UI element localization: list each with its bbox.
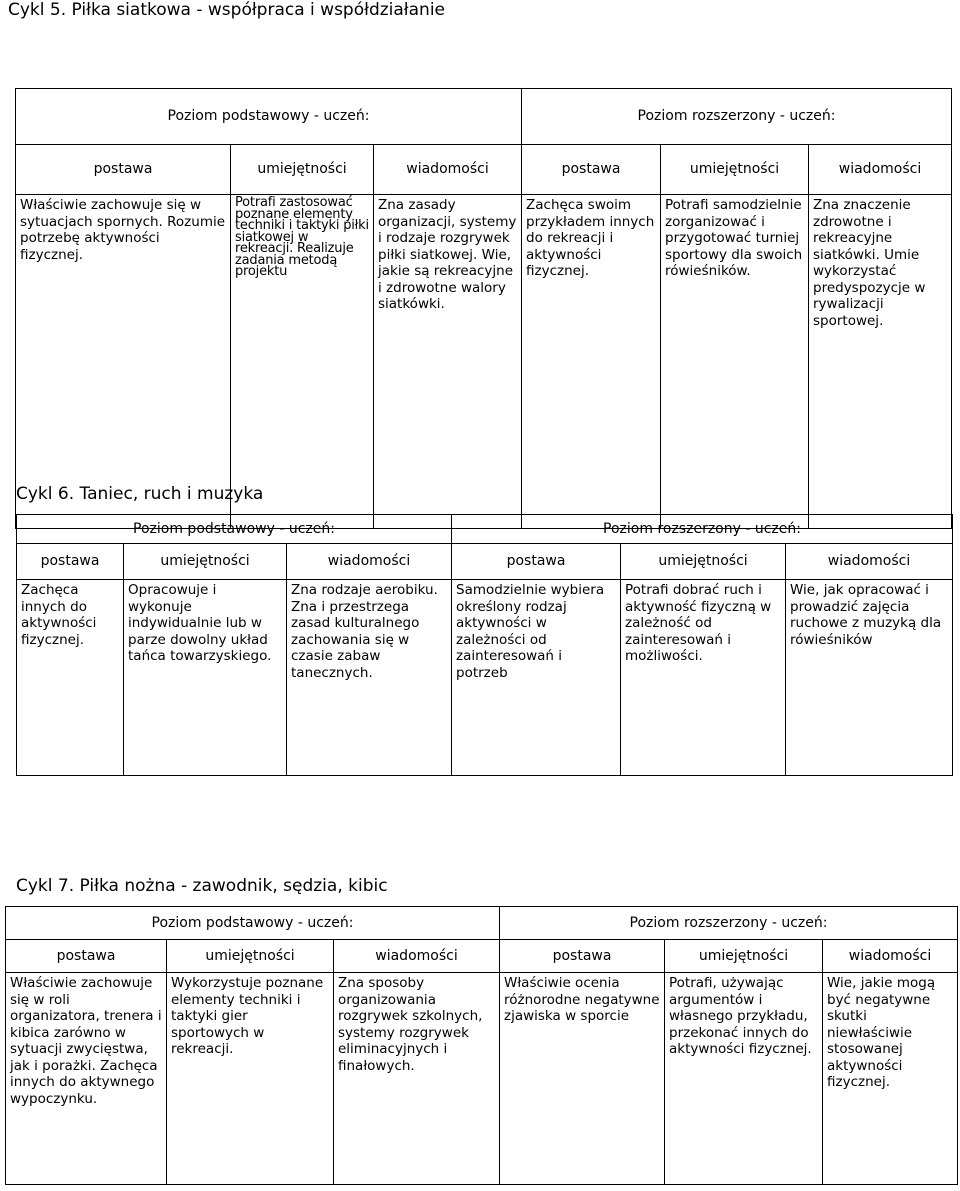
table-cell: Właściwie zachowuje się w roli organizatora, trenera i kibica zarówno w sytuacji zwycięstwa, jak i porażki. Zachęca innych do aktywnego wypoczynku. xyxy=(6,973,167,1185)
column-header: postawa xyxy=(17,544,124,580)
level-basic-header: Poziom podstawowy - uczeń: xyxy=(6,907,500,940)
column-header: umiejętności xyxy=(231,145,374,195)
column-header: postawa xyxy=(452,544,621,580)
cycle-title: Cykl 7. Piłka nożna - zawodnik, sędzia, kibic xyxy=(16,876,388,896)
table-cell: Wykorzystuje poznane elementy techniki i taktyki gier sportowych w rekreacji. xyxy=(167,973,334,1185)
table-cell: Potrafi, używając argumentów i własnego przykładu, przekonać innych do aktywności fizycznej. xyxy=(665,973,823,1185)
cycle-table xyxy=(5,906,958,1185)
cycle-table xyxy=(16,514,953,776)
column-header: postawa xyxy=(500,940,665,973)
table-cell: Potrafi samodzielnie zorganizować i przygotować turniej sportowy dla swoich rówieśników. xyxy=(661,195,809,529)
level-basic-header: Poziom podstawowy - uczeń: xyxy=(17,515,452,544)
cycle-title: Cykl 6. Taniec, ruch i muzyka xyxy=(16,484,264,504)
column-header: umiejętności xyxy=(621,544,786,580)
level-extended-header: Poziom rozszerzony - uczeń: xyxy=(500,907,958,940)
table-cell: Samodzielnie wybiera określony rodzaj aktywności w zależności od zainteresowań i potrzeb xyxy=(452,580,621,776)
table-cell: Zna sposoby organizowania rozgrywek szkolnych, systemy rozgrywek eliminacyjnych i finałowych. xyxy=(334,973,500,1185)
column-header: umiejętności xyxy=(124,544,287,580)
column-header: umiejętności xyxy=(661,145,809,195)
table-cell: Potrafi zastosować poznane elementy techniki i taktyki piłki siatkowej w rekreacji. Realizuje zadania metodą projektu xyxy=(231,195,374,529)
column-header: wiadomości xyxy=(334,940,500,973)
level-extended-header: Poziom rozszerzony - uczeń: xyxy=(522,89,952,145)
table-cell: Wie, jak opracować i prowadzić zajęcia ruchowe z muzyką dla rówieśników xyxy=(786,580,953,776)
table-cell: Opracowuje i wykonuje indywidualnie lub w parze dowolny układ tańca towarzyskiego. xyxy=(124,580,287,776)
table-cell: Zna zasady organizacji, systemy i rodzaje rozgrywek piłki siatkowej. Wie, jakie są rekreacyjne i zdrowotne walory siatkówki. xyxy=(374,195,522,529)
table-cell: Zachęca innych do aktywności fizycznej. xyxy=(17,580,124,776)
column-header: wiadomości xyxy=(374,145,522,195)
column-header: wiadomości xyxy=(809,145,952,195)
table-cell: Właściwie ocenia różnorodne negatywne zjawiska w sporcie xyxy=(500,973,665,1185)
table-cell: Zna rodzaje aerobiku. Zna i przestrzega zasad kulturalnego zachowania się w czasie zabaw tanecznych. xyxy=(287,580,452,776)
level-extended-header: Poziom rozszerzony - uczeń: xyxy=(452,515,953,544)
column-header: umiejętności xyxy=(665,940,823,973)
column-header: postawa xyxy=(522,145,661,195)
column-header: wiadomości xyxy=(823,940,958,973)
column-header: wiadomości xyxy=(786,544,953,580)
table-cell: Zna znaczenie zdrowotne i rekreacyjne siatkówki. Umie wykorzystać predyspozycje w rywalizacji sportowej. xyxy=(809,195,952,529)
column-header: postawa xyxy=(16,145,231,195)
table-cell: Właściwie zachowuje się w sytuacjach spornych. Rozumie potrzebę aktywności fizycznej. xyxy=(16,195,231,529)
column-header: wiadomości xyxy=(287,544,452,580)
column-header: postawa xyxy=(6,940,167,973)
level-basic-header: Poziom podstawowy - uczeń: xyxy=(16,89,522,145)
table-cell: Potrafi dobrać ruch i aktywność fizyczną w zależność od zainteresowań i możliwości. xyxy=(621,580,786,776)
cycle-title: Cykl 5. Piłka siatkowa - współpraca i współdziałanie xyxy=(8,0,446,20)
cycle-table xyxy=(15,88,952,529)
table-cell: Zachęca swoim przykładem innych do rekreacji i aktywności fizycznej. xyxy=(522,195,661,529)
column-header: umiejętności xyxy=(167,940,334,973)
table-cell: Wie, jakie mogą być negatywne skutki niewłaściwie stosowanej aktywności fizycznej. xyxy=(823,973,958,1185)
